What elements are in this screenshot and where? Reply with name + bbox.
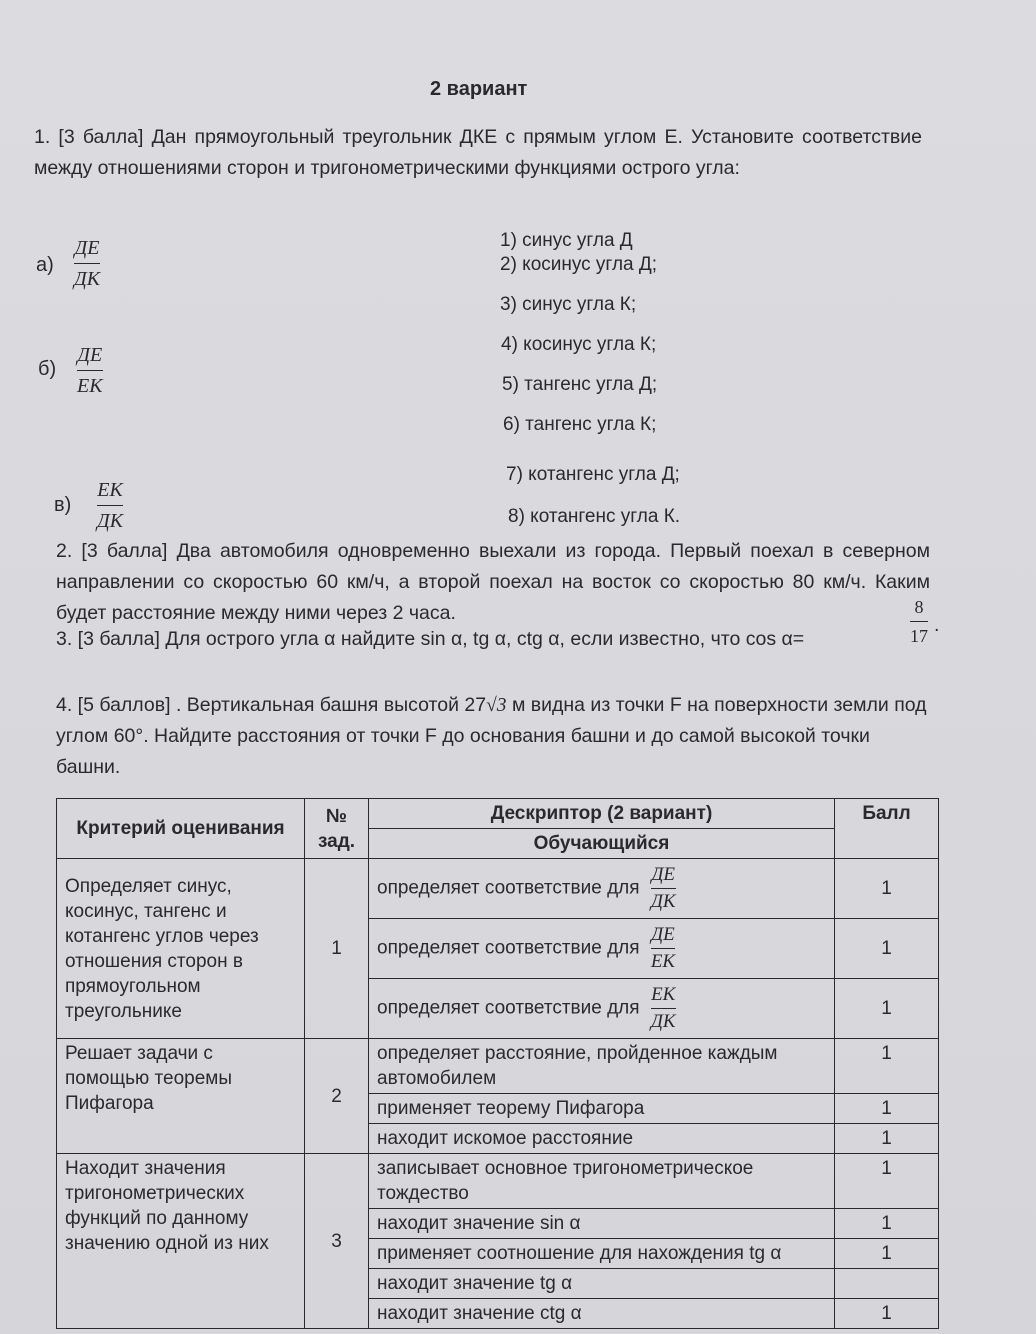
descriptor-cell: применяет соотношение для нахождения tg α <box>369 1239 835 1269</box>
option-5: 5) тангенс угла Д; <box>502 374 658 395</box>
fraction-numerator: ДЕ <box>651 924 675 945</box>
task-1-label-b: б) <box>38 358 57 380</box>
task-number-cell: 2 <box>305 1039 369 1154</box>
score-cell: 1 <box>835 1094 939 1124</box>
fraction-numerator: ДЕ <box>74 237 100 259</box>
descriptor-cell: определяет расстояние, пройденное каждым автомобилем <box>369 1039 835 1094</box>
option-4: 4) косинус угла К; <box>501 334 657 355</box>
score-cell: 1 <box>835 979 939 1039</box>
score-cell: 1 <box>835 859 939 919</box>
fraction-denominator: ДК <box>97 510 124 532</box>
assessment-table <box>56 798 939 1329</box>
task-1-fraction-b <box>77 343 103 398</box>
descriptor-cell <box>369 859 835 919</box>
fraction-denominator: ДК <box>74 268 101 290</box>
header-score: Балл <box>835 799 939 859</box>
descriptor-cell: записывает основное тригонометрическое тождество <box>369 1154 835 1209</box>
score-cell: 1 <box>835 1239 939 1269</box>
fraction-numerator: ДЕ <box>77 344 103 366</box>
fraction-numerator: ДЕ <box>651 864 676 885</box>
score-cell: 1 <box>835 1299 939 1329</box>
descriptor-text: определяет соответствие для <box>377 877 640 899</box>
fraction-bar <box>910 621 928 622</box>
descriptor-text: определяет соответствие для <box>377 937 640 959</box>
option-6: 6) тангенс угла К; <box>503 414 657 435</box>
fraction-bar <box>651 948 675 949</box>
descriptor-fraction <box>651 984 676 1033</box>
page-title: 2 вариант <box>430 78 528 100</box>
score-cell: 1 <box>835 1039 939 1094</box>
fraction-bar <box>651 888 676 889</box>
task-1-text: 1. [3 балла] Дан прямоугольный треугольник ДКЕ с прямым углом Е. Установите соответствие между отношениями сторон и тригонометрическими функциями острого угла: <box>34 126 922 179</box>
descriptor-cell: находит значение ctg α <box>369 1299 835 1329</box>
criterion-cell: Находит значения тригонометрических функций по данному значению одной из них <box>57 1154 305 1329</box>
option-7: 7) котангенс угла Д; <box>506 464 680 485</box>
descriptor-text: определяет соответствие для <box>377 997 640 1019</box>
option-2: 2) косинус угла Д; <box>500 254 658 275</box>
score-cell: 1 <box>835 919 939 979</box>
descriptor-fraction <box>651 924 675 973</box>
fraction-denominator: ЕК <box>650 951 676 972</box>
fraction-numerator: ЕК <box>651 984 676 1005</box>
fraction-bar <box>651 1008 676 1009</box>
task-4-text <box>56 690 932 783</box>
table-row <box>57 859 939 919</box>
descriptor-cell: находит значение tg α <box>369 1269 835 1299</box>
task-4-part1: 4. [5 баллов] . Вертикальная башня высотой 27 <box>56 694 487 716</box>
task-3-fraction <box>910 596 928 647</box>
task-2-text: 2. [3 балла] Два автомобиля одновременно выехали из города. Первый поехал в северном направлении со скоростью 60 км/ч, а второй поехал на восток со скоростью 80 км/ч. Каким будет расстояние между ними через 2 часа. <box>56 540 930 624</box>
fraction-numerator: ЕК <box>97 479 123 501</box>
table-row <box>57 1154 939 1209</box>
criterion-cell: Решает задачи с помощью теоремы Пифагора <box>57 1039 305 1154</box>
fraction-denominator: ЕК <box>77 375 103 397</box>
task-3-text: 3. [3 балла] Для острого угла α найдите sin α, tg α, ctg α, если известно, что cos α= <box>56 628 805 650</box>
header-task-number: № зад. <box>305 799 369 859</box>
fraction-bar <box>97 505 123 506</box>
descriptor-cell: применяет теорему Пифагора <box>369 1094 835 1124</box>
descriptor-cell <box>369 919 835 979</box>
fraction-denominator: 17 <box>910 626 928 646</box>
header-student: Обучающийся <box>369 829 835 859</box>
table-header-row <box>57 799 939 829</box>
task-1-label-c: в) <box>54 494 72 516</box>
score-cell: 1 <box>835 1154 939 1209</box>
option-8: 8) котангенс угла К. <box>508 506 681 527</box>
header-descriptor: Дескриптор (2 вариант) <box>369 799 835 829</box>
task-3-end: . <box>934 614 940 636</box>
option-1: 1) синус угла Д <box>500 230 633 251</box>
descriptor-cell: находит искомое расстояние <box>369 1124 835 1154</box>
task-number-cell: 1 <box>305 859 369 1039</box>
fraction-denominator: ДК <box>650 891 676 912</box>
descriptor-fraction <box>651 864 676 913</box>
descriptor-cell: находит значение sin α <box>369 1209 835 1239</box>
header-criterion: Критерий оценивания <box>57 799 305 859</box>
descriptor-cell <box>369 979 835 1039</box>
task-1-label-a: а) <box>36 254 54 276</box>
option-3: 3) синус угла К; <box>500 294 637 315</box>
score-cell: 1 <box>835 1209 939 1239</box>
task-4-part2: м видна из точки F на поверхности земли под углом 60°. Найдите расстояния от точки F до основания башни и до самой высокой точки башни. <box>56 694 927 778</box>
fraction-bar <box>74 263 100 264</box>
task-4-sqrt: √3 <box>486 695 507 716</box>
criterion-cell: Определяет синус, косинус, тангенс и котангенс углов через отношения сторон в прямоугольном треугольнике <box>57 859 305 1039</box>
fraction-bar <box>77 370 103 371</box>
fraction-numerator: 8 <box>914 597 924 617</box>
score-cell <box>835 1269 939 1299</box>
task-1-fraction-a <box>74 236 100 291</box>
table-row <box>57 1039 939 1094</box>
task-1-fraction-c <box>97 478 123 533</box>
fraction-denominator: ДК <box>650 1011 676 1032</box>
score-cell: 1 <box>835 1124 939 1154</box>
task-number-cell: 3 <box>305 1154 369 1329</box>
